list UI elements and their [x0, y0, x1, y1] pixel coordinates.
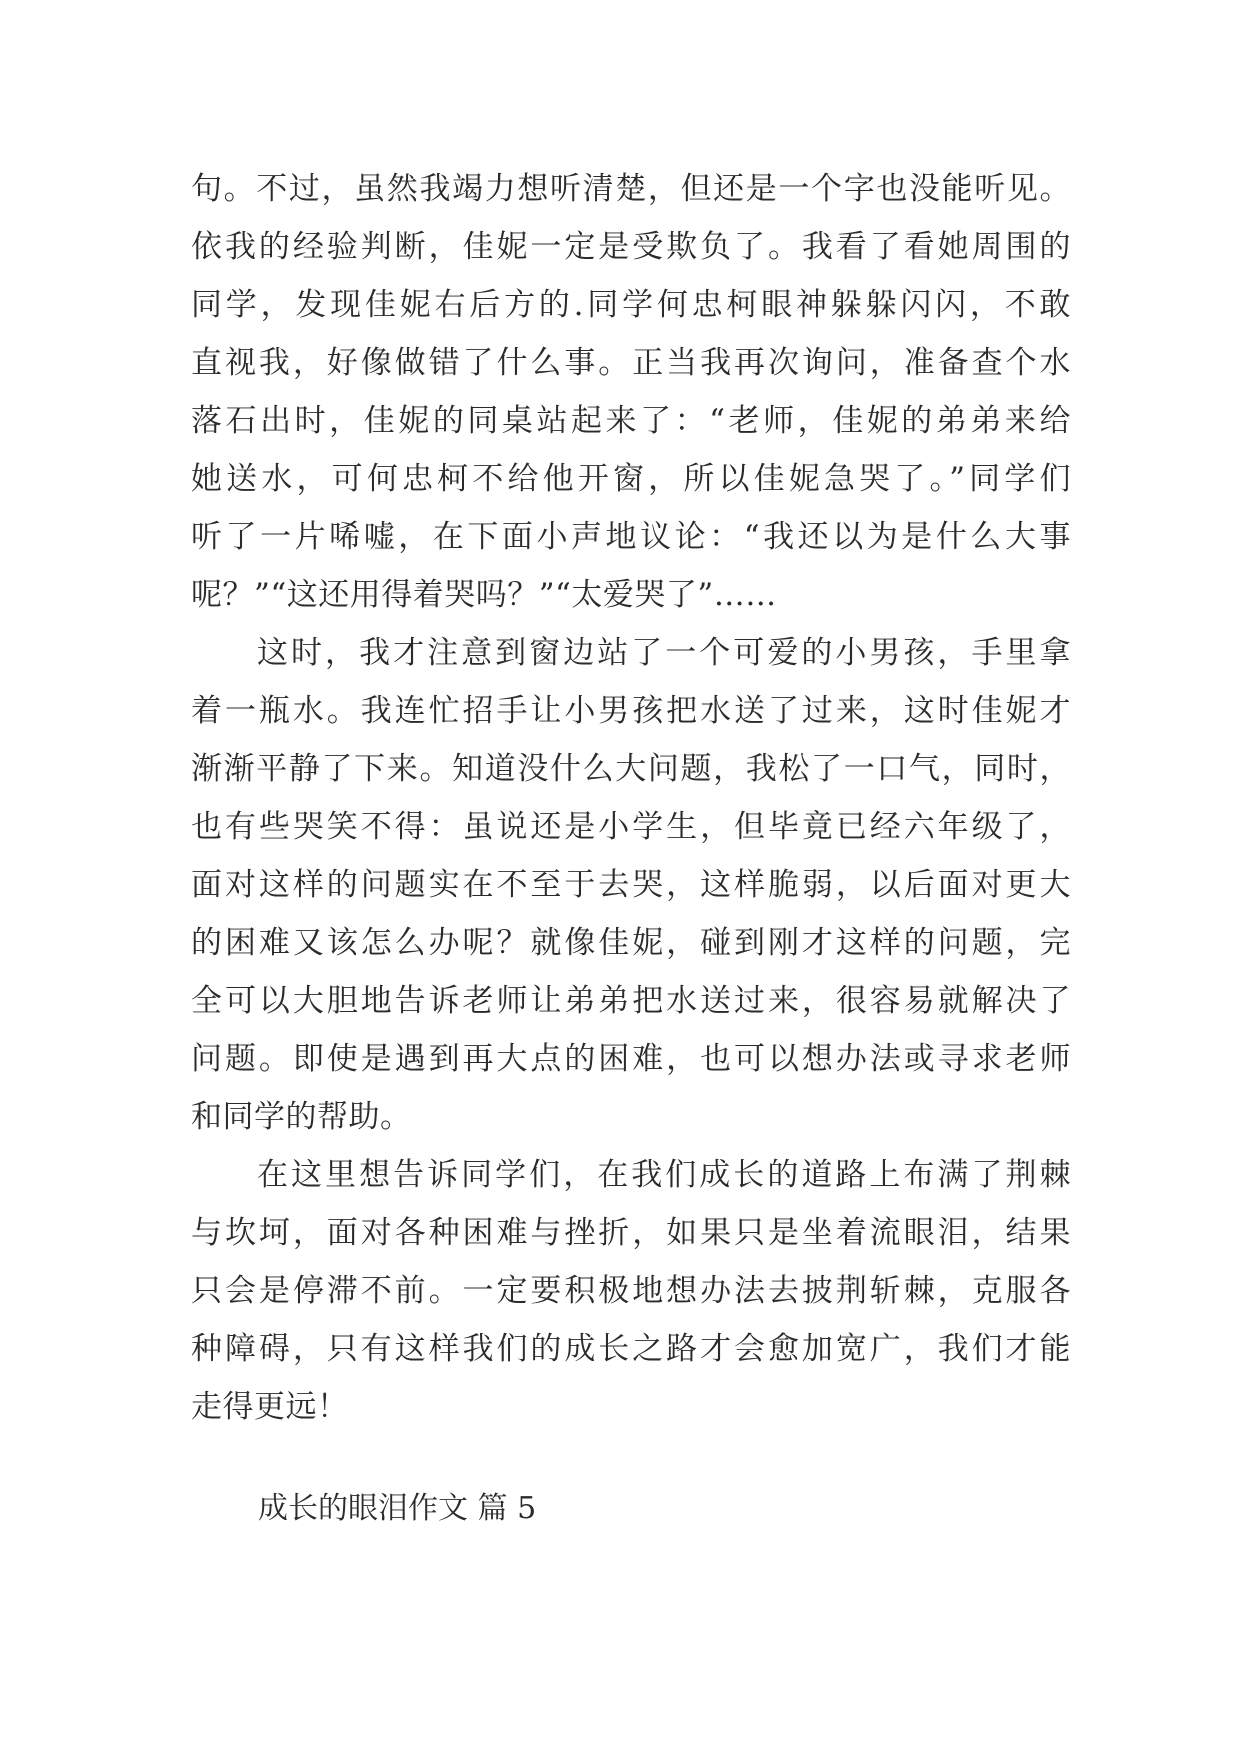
text-line: 同学，发现佳妮右后方的.同学何忠柯眼神躲躲闪闪，不敢: [191, 287, 1071, 323]
text-line: 这时，我才注意到窗边站了一个可爱的小男孩，手里拿: [257, 635, 1071, 671]
text-line: 句。不过，虽然我竭力想听清楚，但还是一个字也没能听见。: [191, 171, 1071, 207]
text-line: 听了一片唏嘘，在下面小声地议论：“我还以为是什么大事: [191, 519, 1071, 555]
text-line: 的困难又该怎么办呢？就像佳妮，碰到刚才这样的问题，完: [191, 925, 1071, 961]
text-line: 与坎坷，面对各种困难与挫折，如果只是坐着流眼泪，结果: [191, 1215, 1071, 1251]
text-line: 种障碍，只有这样我们的成长之路才会愈加宽广，我们才能: [191, 1331, 1071, 1367]
text-line: 全可以大胆地告诉老师让弟弟把水送过来，很容易就解决了: [191, 983, 1071, 1019]
text-line: 呢？”“这还用得着哭吗？”“太爱哭了”……: [191, 577, 777, 613]
text-line: 依我的经验判断，佳妮一定是受欺负了。我看了看她周围的: [191, 229, 1071, 265]
text-line: 在这里想告诉同学们，在我们成长的道路上布满了荆棘: [257, 1157, 1071, 1193]
text-line: 和同学的帮助。: [191, 1099, 412, 1135]
text-line: 也有些哭笑不得：虽说还是小学生，但毕竟已经六年级了，: [191, 809, 1071, 845]
text-line: 直视我，好像做错了什么事。正当我再次询问，准备查个水: [191, 345, 1071, 381]
text-line: 落石出时，佳妮的同桌站起来了：“老师，佳妮的弟弟来给: [191, 403, 1071, 439]
body-text: [191, 160, 1071, 1436]
text-line: 她送水，可何忠柯不给他开窗，所以佳妮急哭了。”同学们: [191, 461, 1071, 497]
text-line: 面对这样的问题实在不至于去哭，这样脆弱，以后面对更大: [191, 867, 1071, 903]
text-line: 问题。即使是遇到再大点的困难，也可以想办法或寻求老师: [191, 1041, 1071, 1077]
text-line: 渐渐平静了下来。知道没什么大问题，我松了一口气，同时，: [191, 751, 1071, 787]
text-line: 只会是停滞不前。一定要积极地想办法去披荆斩棘，克服各: [191, 1273, 1071, 1309]
text-line: 着一瓶水。我连忙招手让小男孩把水送了过来，这时佳妮才: [191, 693, 1071, 729]
text-line: 走得更远！: [191, 1389, 349, 1425]
section-heading: 成长的眼泪作文 篇 5: [258, 1491, 537, 1526]
